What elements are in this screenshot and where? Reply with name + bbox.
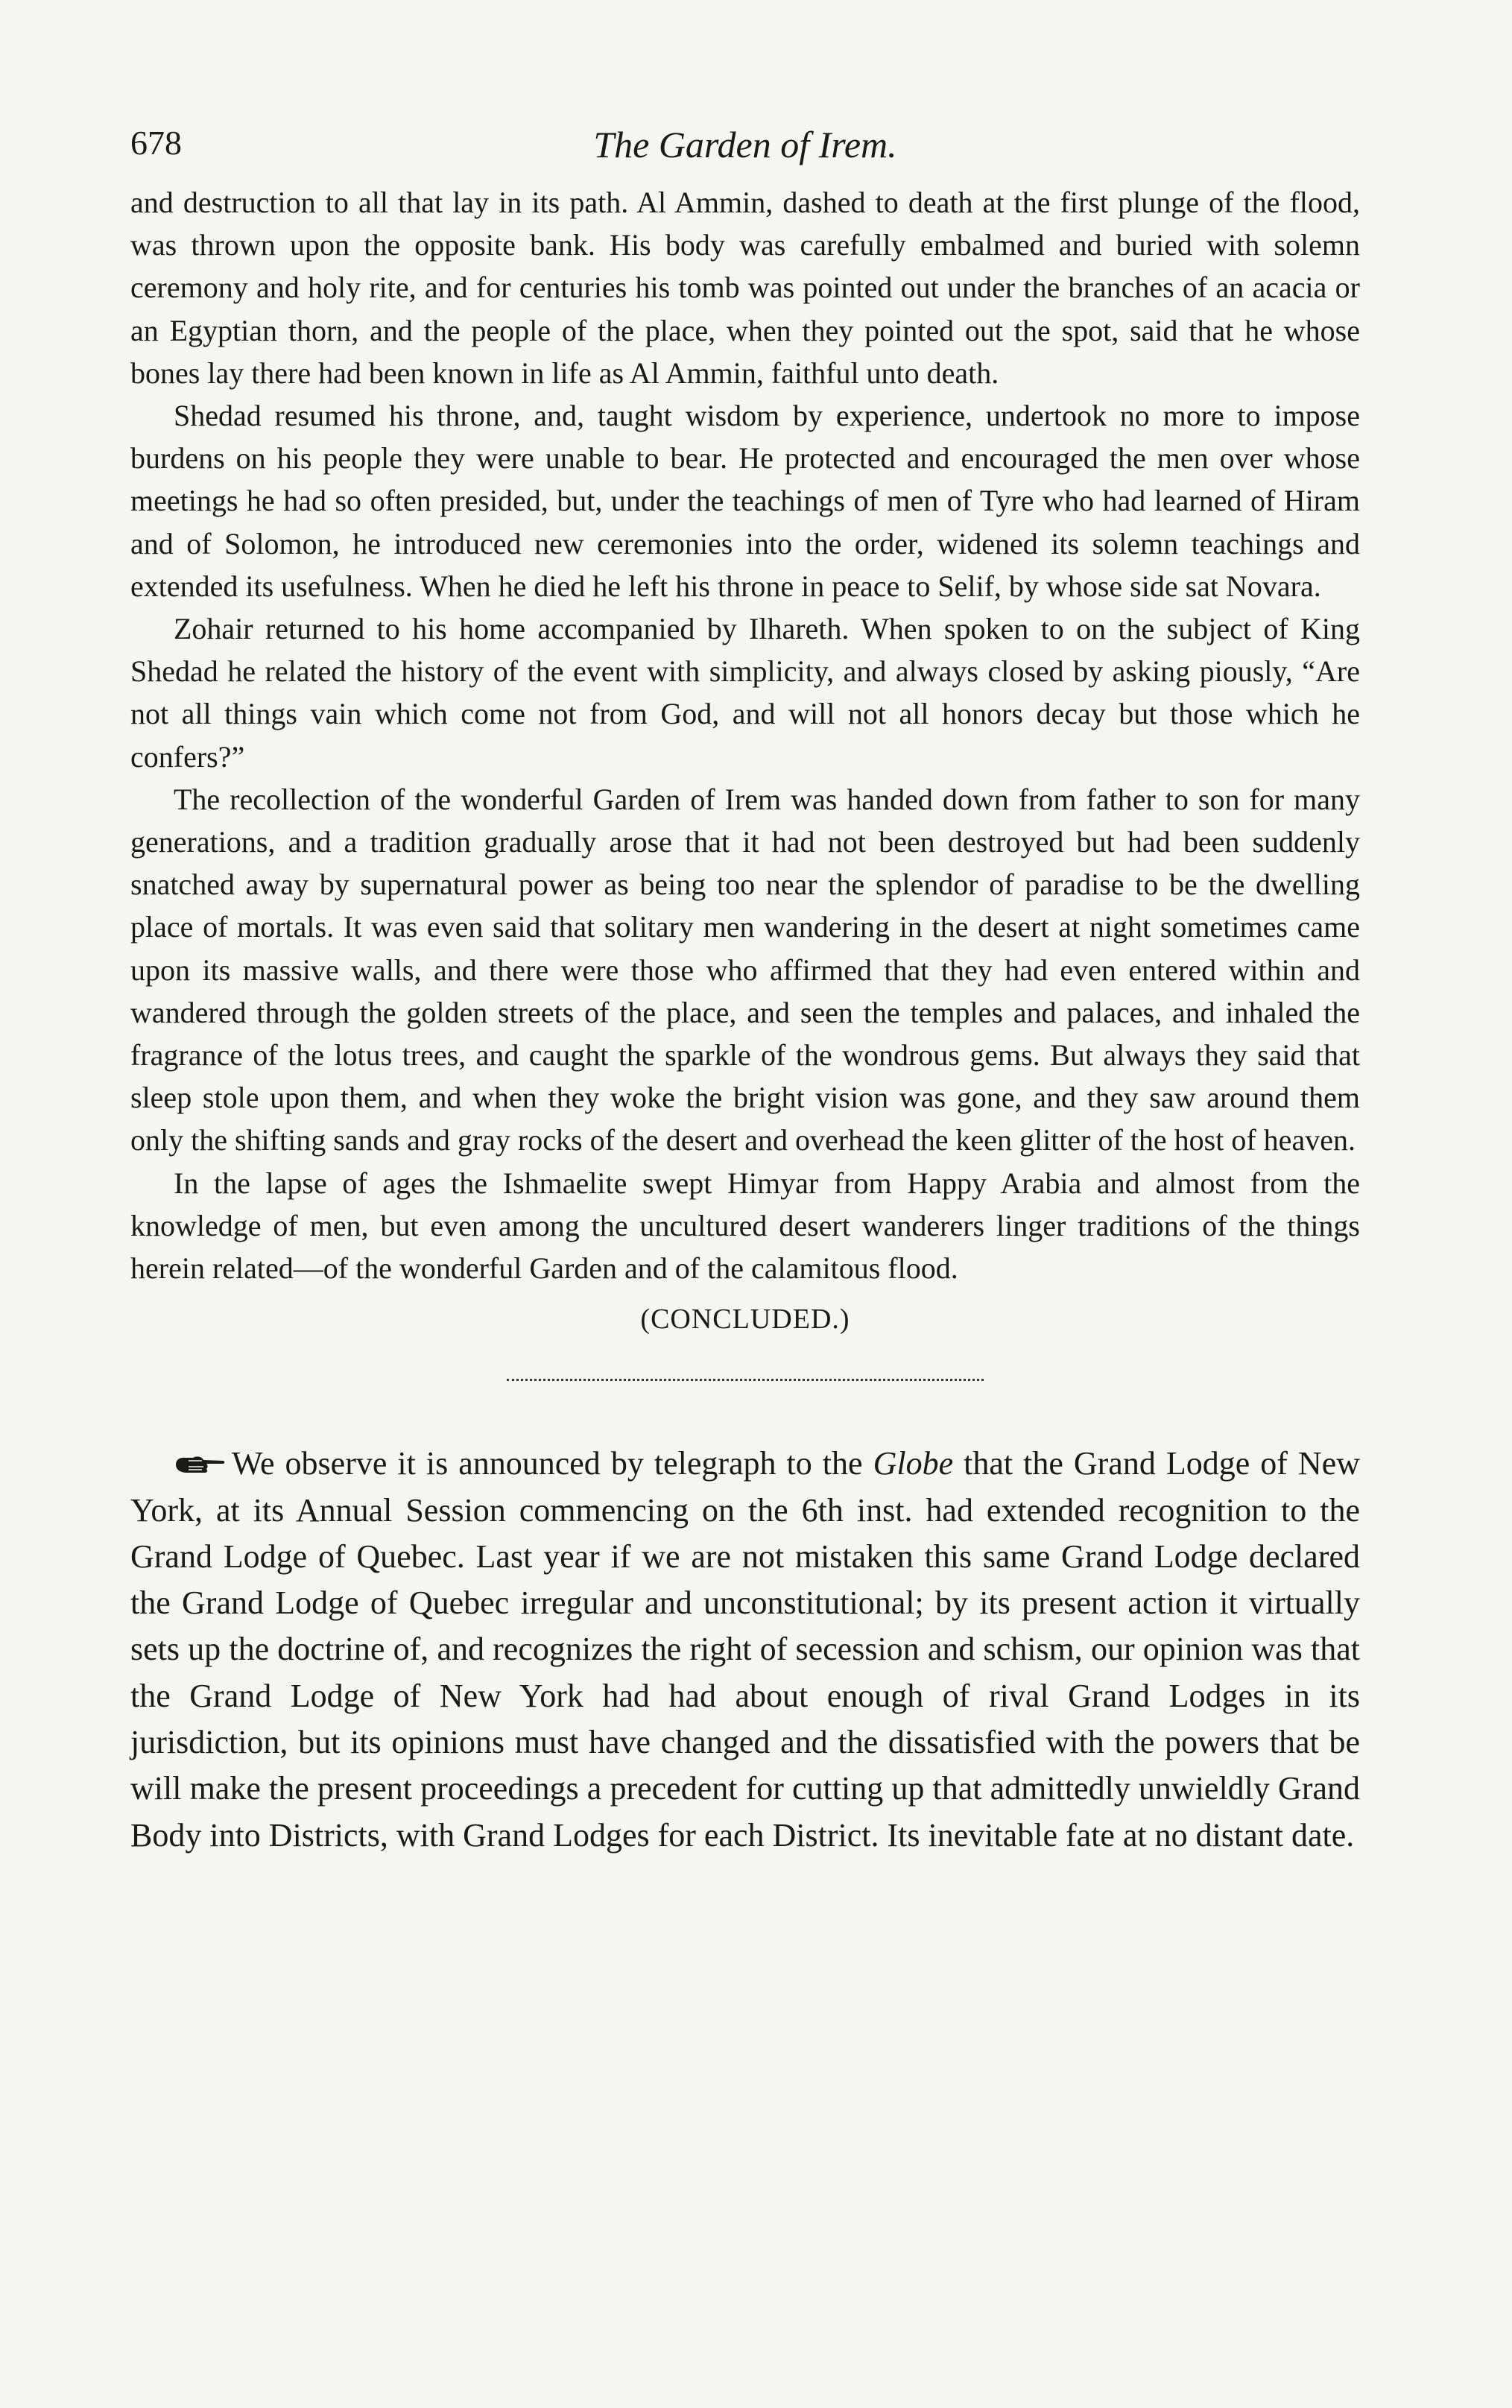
editorial-notice — [130, 1441, 1360, 1859]
running-title: The Garden of Irem. — [593, 124, 897, 165]
section-divider — [507, 1379, 984, 1381]
page-number: 678 — [130, 124, 182, 162]
book-page — [130, 123, 1360, 1859]
concluded-note: (CONCLUDED.) — [640, 1303, 850, 1336]
pointing-hand-icon — [174, 1453, 226, 1476]
notice-paragraph — [130, 1441, 1360, 1859]
article-body — [130, 181, 1360, 1289]
notice-text-start: We observe it is announced by telegraph to the — [232, 1445, 873, 1482]
paragraph: The recollection of the wonderful Garden of Irem was handed down from father to son for many generations, and a tradition gradually arose that it had not been destroyed but had been suddenly snatched away by supernatural power as being too near the splendor of paradise to be the dwelling place of mortals. It was even said that solitary men wandering in the desert at night sometimes came upon its massive walls, and there were those who affirmed that they had even entered within and wandered through the golden streets of the place, and seen the temples and palaces, and inhaled the fragrance of the lotus trees, and caught the sparkle of the wondrous gems. But always they said that sleep stole upon them, and when they woke the bright vision was gone, and they saw around them only the shifting sands and gray rocks of the desert and overhead the keen glitter of the host of heaven. — [130, 782, 1360, 1157]
notice-text-rest: that the Grand Lodge of New York, at its Annual Session commencing on the 6th inst. had extended recognition to the Grand Lodge of Quebec. Last year if we are not mistaken this same Grand Lodge declared the Grand Lodge of Quebec irregular and unconstitutional; by its present action it virtually sets up the doctrine of, and recognizes the right of secession and schism, our opinion was that the Grand Lodge of New York had had about enough of rival Grand Lodges in its jurisdiction, but its opinions must have changed and the dissatisfied with the powers that be will make the present proceedings a precedent for cutting up that admittedly unwieldly Grand Body into Districts, with Grand Lodges for each District. Its inevitable fate at no distant date. — [130, 1445, 1361, 1854]
paragraph: Zohair returned to his home accompanied by Ilhareth. When spoken to on the subject of King Shedad he related the history of the event with simplicity, and always closed by asking piously, “Are not all things vain which come not from God, and will not all honors decay but those which he confers?” — [130, 612, 1360, 774]
paragraph: In the lapse of ages the Ishmaelite swept Himyar from Happy Arabia and almost from the knowledge of men, but even among the uncultured desert wanderers linger traditions of the things herein related—of the wonderful Garden and of the calamitous flood. — [130, 1166, 1360, 1286]
paragraph: Shedad resumed his throne, and, taught wisdom by experience, undertook no more to impose burdens on his people they were unable to bear. He protected and encouraged the men over whose meetings he had so often presided, but, under the teachings of men of Tyre who had learned of Hiram and of Solomon, he introduced new ceremonies into the order, widened its solemn teachings and extended its usefulness. When he died he left his throne in peace to Selif, by whose side sat Novara. — [130, 399, 1360, 603]
running-head — [130, 123, 1360, 175]
newspaper-name: Globe — [873, 1445, 954, 1482]
paragraph-continued: and destruction to all that lay in its path. Al Ammin, dashed to death at the first plunge of the flood, was thrown upon the opposite bank. His body was carefully embalmed and buried with solemn ceremony and holy rite, and for centuries his tomb was pointed out under the branches of an acacia or an Egyptian thorn, and the people of the place, when they pointed out the spot, said that he whose bones lay there had been known in life as Al Ammin, faithful unto death. — [130, 186, 1360, 390]
